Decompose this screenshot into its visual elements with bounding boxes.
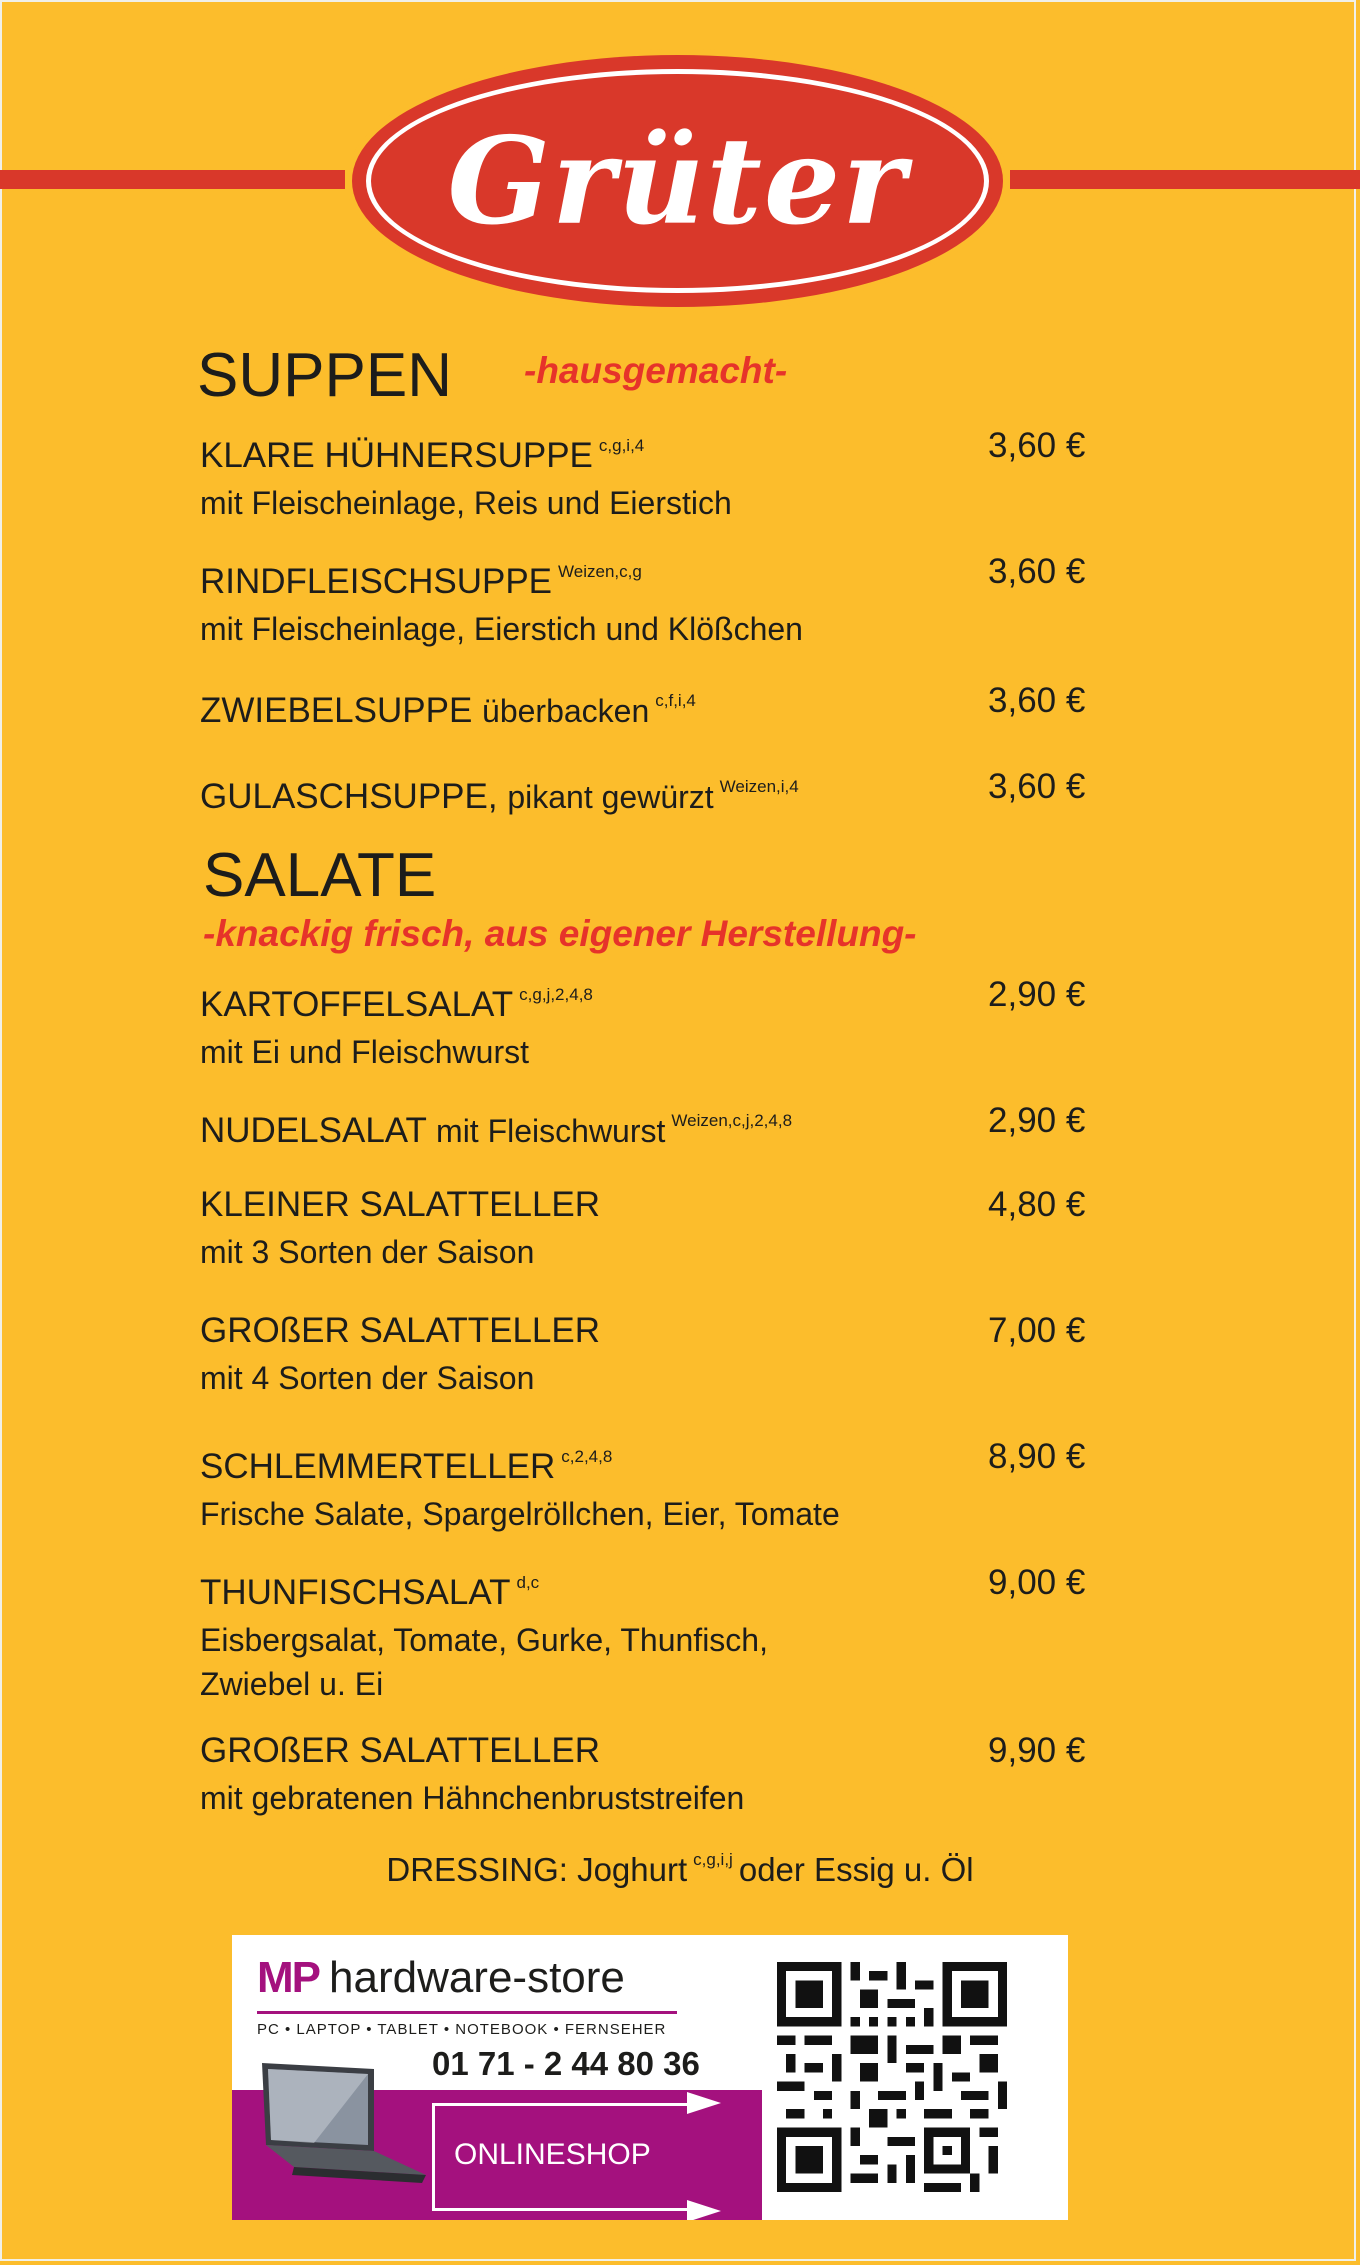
menu-item [200,1310,1100,1400]
section-title-suppen: SUPPEN [197,341,452,410]
ad-store-name: hardware-store [329,1953,625,2002]
item-price: 7,00 € [988,1311,1086,1350]
arrow-right-icon [687,2200,721,2220]
item-price: 2,90 € [988,975,1086,1014]
item-extra: überbacken [482,693,650,729]
header-rule-right [1010,170,1360,189]
item-name: KARTOFFELSALAT [200,985,514,1024]
ad-brand [257,1953,625,2003]
ad-phone[interactable]: 01 71 - 2 44 80 36 [432,2045,700,2082]
menu-item [200,766,1100,818]
item-price: 3,60 € [988,552,1086,591]
item-name: KLEINER SALATTELLER [200,1185,601,1224]
item-name: NUDELSALAT [200,1111,427,1150]
item-name: SCHLEMMERTELLER [200,1447,556,1486]
item-description-line-1: Eisbergsalat, Tomate, Gurke, Thunfisch, [200,1622,768,1658]
menu-item [200,1100,1100,1152]
item-price: 3,60 € [988,767,1086,806]
ad-brand-underline [257,2011,677,2014]
item-allergens: c,g,j,2,4,8 [519,985,593,1004]
menu-item [200,974,1100,1074]
item-allergens: c,f,i,4 [655,691,696,710]
item-description: mit 3 Sorten der Saison [200,1234,535,1270]
menu-item [200,1436,1100,1536]
item-allergens: d,c [516,1573,540,1592]
item-allergens: Weizen,i,4 [719,777,799,796]
item-allergens: Weizen,c,j,2,4,8 [671,1111,793,1130]
item-description: Frische Salate, Spargelröllchen, Eier, Tomate [200,1496,840,1532]
item-description-line-2: Zwiebel u. Ei [200,1666,384,1702]
menu-item [200,680,1100,732]
section-title-salate: SALATE [203,841,437,910]
item-extra: pikant gewürzt [507,779,714,815]
dressing-allergens: c,g,i,j [693,1850,733,1869]
menu-item [200,1184,1100,1274]
item-name: RINDFLEISCHSUPPE [200,562,553,601]
menu-item [200,1562,1100,1706]
item-name: ZWIEBELSUPPE [200,691,473,730]
menu-item [200,425,1100,525]
item-extra: mit Fleischwurst [436,1113,666,1149]
item-description: mit Fleischeinlage, Eierstich und Klößchen [200,611,803,647]
onlineshop-link[interactable]: ONLINESHOP [454,2138,651,2171]
header-rule-left [0,170,345,189]
item-description: mit 4 Sorten der Saison [200,1360,535,1396]
item-allergens: c,2,4,8 [561,1447,613,1466]
dressing-prefix: DRESSING: Joghurt [386,1851,688,1888]
section-tagline-suppen: -hausgemacht- [524,350,788,391]
item-price: 9,00 € [988,1563,1086,1602]
item-name: KLARE HÜHNERSUPPE [200,436,593,475]
item-description: mit gebratenen Hähnchenbruststreifen [200,1780,745,1816]
item-name: GROßER SALATTELLER [200,1311,601,1350]
item-description: mit Ei und Fleischwurst [200,1034,529,1070]
arrow-right-icon [687,2092,721,2114]
item-description: mit Fleischeinlage, Reis und Eierstich [200,485,732,521]
advertisement-banner[interactable] [232,1935,1068,2220]
dressing-line [0,1850,1360,1889]
item-price: 9,90 € [988,1731,1086,1770]
section-tagline-salate: -knackig frisch, aus eigener Herstellung- [203,913,917,954]
menu-item [200,551,1100,651]
qr-code-icon[interactable] [777,1962,1007,2192]
logo-text: Grüter [447,110,908,252]
item-price: 2,90 € [988,1101,1086,1140]
menu-item [200,1730,1100,1820]
item-price: 3,60 € [988,426,1086,465]
item-price: 3,60 € [988,681,1086,720]
dressing-suffix: oder Essig u. Öl [738,1851,974,1888]
item-name: GROßER SALATTELLER [200,1731,601,1770]
item-allergens: c,g,i,4 [598,436,645,455]
ad-logo-mark: MP [257,1953,319,2002]
ad-categories: PC • LAPTOP • TABLET • NOTEBOOK • FERNSEHER [257,2021,667,2038]
item-name: THUNFISCHSALAT [200,1573,511,1612]
item-allergens: Weizen,c,g [558,562,642,581]
item-price: 8,90 € [988,1437,1086,1476]
item-price: 4,80 € [988,1185,1086,1224]
item-name: GULASCHSUPPE, [200,777,498,816]
laptop-icon [254,2063,429,2203]
